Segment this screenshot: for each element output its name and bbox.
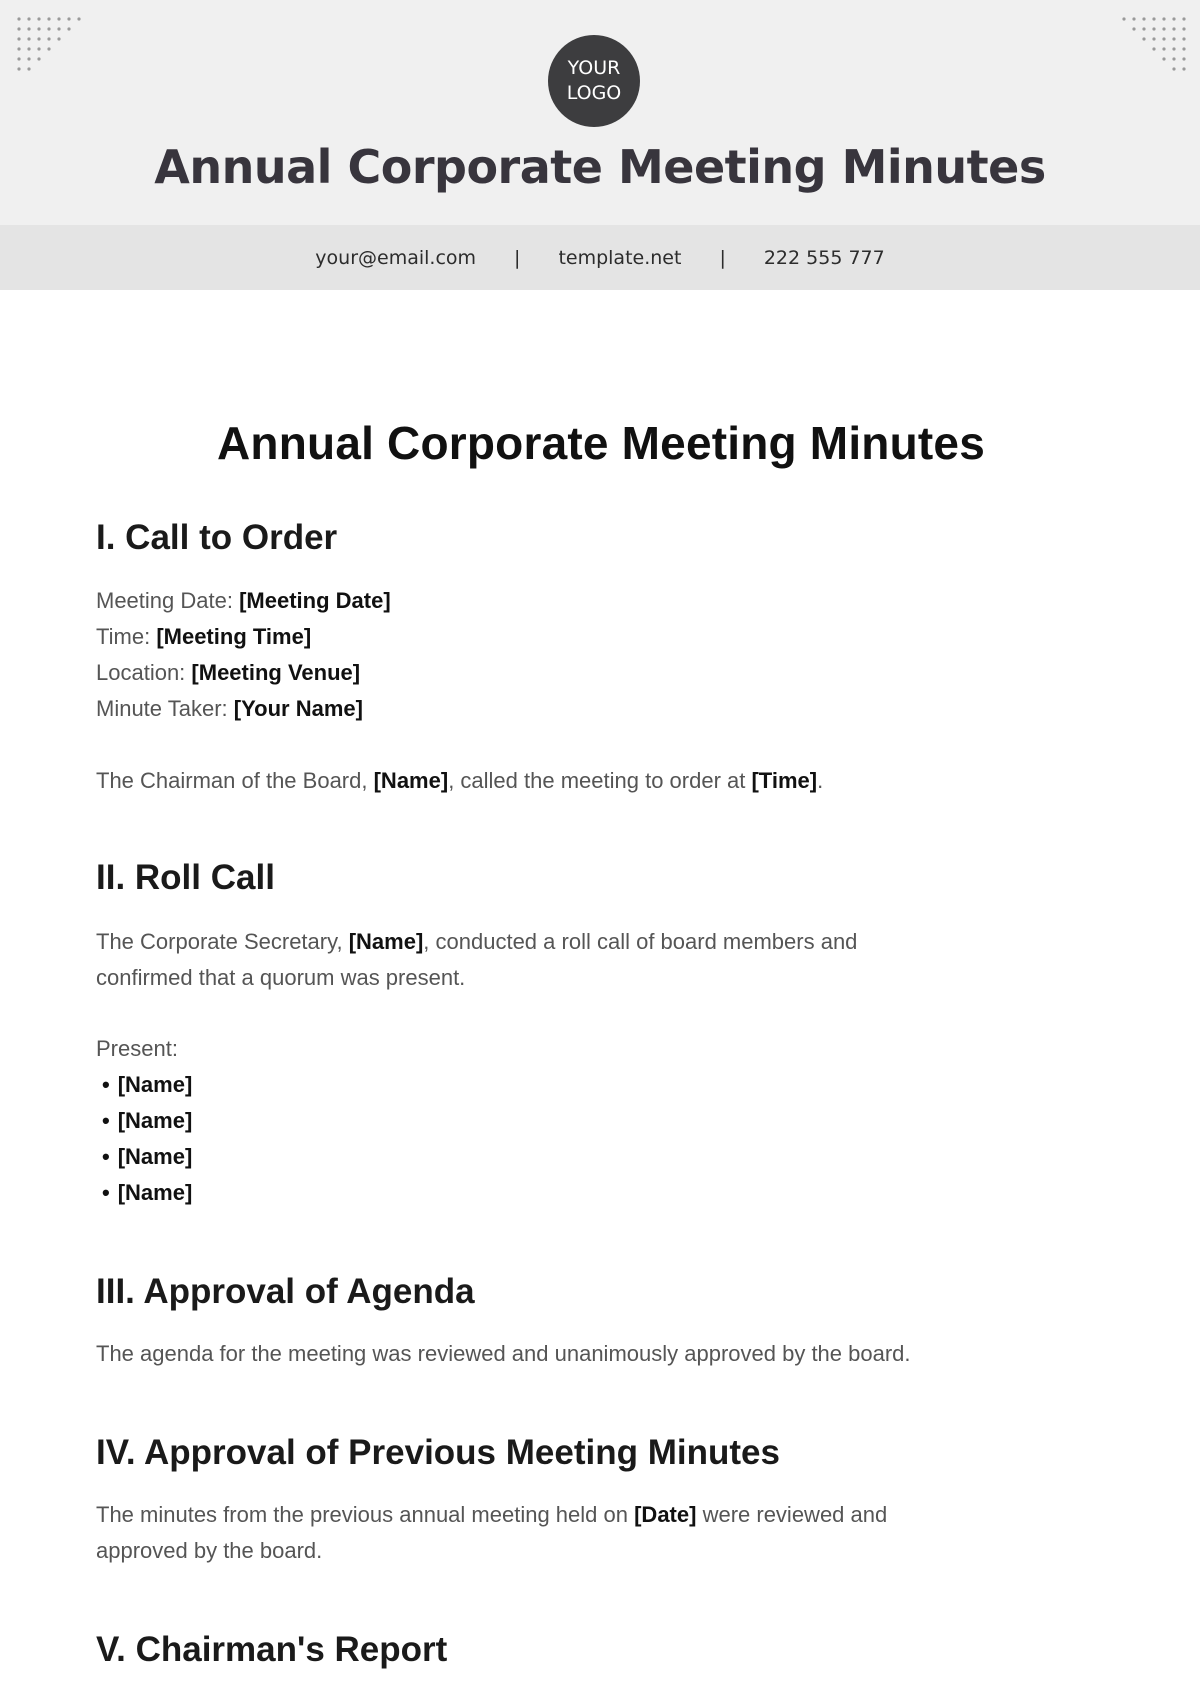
secretary-name: [Name]	[348, 929, 424, 954]
minute-taker-line	[96, 691, 363, 727]
section-heading-call-to-order: I. Call to Order	[96, 518, 338, 557]
approval-agenda-text: The agenda for the meeting was reviewed and unanimously approved by the board.	[96, 1341, 911, 1366]
call-to-order-statement	[96, 763, 823, 799]
logo-text: YOUR LOGO	[566, 57, 622, 104]
time-label: Time:	[96, 624, 151, 649]
statement-end: .	[817, 768, 824, 793]
document-header	[0, 0, 1200, 225]
decorative-dots-icon	[16, 16, 86, 78]
list-item: • [Name]	[96, 1175, 192, 1211]
meeting-time-line	[96, 619, 311, 655]
order-time: [Time]	[751, 768, 818, 793]
list-item: • [Name]	[96, 1067, 192, 1103]
roll-call-text-part: The Corporate Secretary,	[96, 929, 343, 954]
contact-email[interactable]: your@email.com	[315, 246, 477, 269]
approval-minutes-text-part: were reviewed and	[702, 1502, 888, 1527]
minute-taker-label: Minute Taker:	[96, 696, 228, 721]
statement-text: The Chairman of the Board,	[96, 768, 368, 793]
roll-call-text-line2: confirmed that a quorum was present.	[96, 965, 466, 990]
contact-website[interactable]: template.net	[558, 246, 682, 269]
approval-minutes-text-line2: approved by the board.	[96, 1538, 323, 1563]
document-title: Annual Corporate Meeting Minutes	[217, 417, 985, 469]
section-heading-approval-minutes: IV. Approval of Previous Meeting Minutes	[96, 1433, 780, 1472]
section-heading-roll-call: II. Roll Call	[96, 858, 275, 897]
meeting-date-value: [Meeting Date]	[239, 588, 391, 613]
minute-taker-value: [Your Name]	[233, 696, 363, 721]
previous-meeting-date: [Date]	[634, 1502, 697, 1527]
decorative-dots-icon	[1117, 16, 1187, 78]
location-value: [Meeting Venue]	[191, 660, 361, 685]
contact-separator: |	[514, 246, 521, 269]
contact-separator: |	[719, 246, 726, 269]
company-logo	[548, 35, 640, 127]
list-item: • [Name]	[96, 1139, 192, 1175]
list-item: • [Name]	[96, 1103, 192, 1139]
meeting-date-label: Meeting Date:	[96, 588, 233, 613]
statement-text: , called the meeting to order at	[448, 768, 746, 793]
present-label: Present:	[96, 1036, 178, 1061]
roll-call-text-part: , conducted a roll call of board members and	[423, 929, 858, 954]
approval-minutes-text-part: The minutes from the previous annual meeting held on	[96, 1502, 628, 1527]
contact-phone: 222 555 777	[763, 246, 885, 269]
time-value: [Meeting Time]	[156, 624, 312, 649]
present-list	[96, 1067, 192, 1211]
contact-bar	[0, 225, 1200, 290]
section-heading-chairman-report: V. Chairman's Report	[96, 1630, 448, 1669]
meeting-date-line	[96, 583, 391, 619]
approval-minutes-text	[96, 1497, 887, 1533]
location-label: Location:	[96, 660, 186, 685]
section-heading-approval-agenda: III. Approval of Agenda	[96, 1272, 475, 1311]
roll-call-text	[96, 924, 857, 960]
header-title: Annual Corporate Meeting Minutes	[154, 140, 1046, 194]
chairman-name: [Name]	[373, 768, 449, 793]
location-line	[96, 655, 360, 691]
